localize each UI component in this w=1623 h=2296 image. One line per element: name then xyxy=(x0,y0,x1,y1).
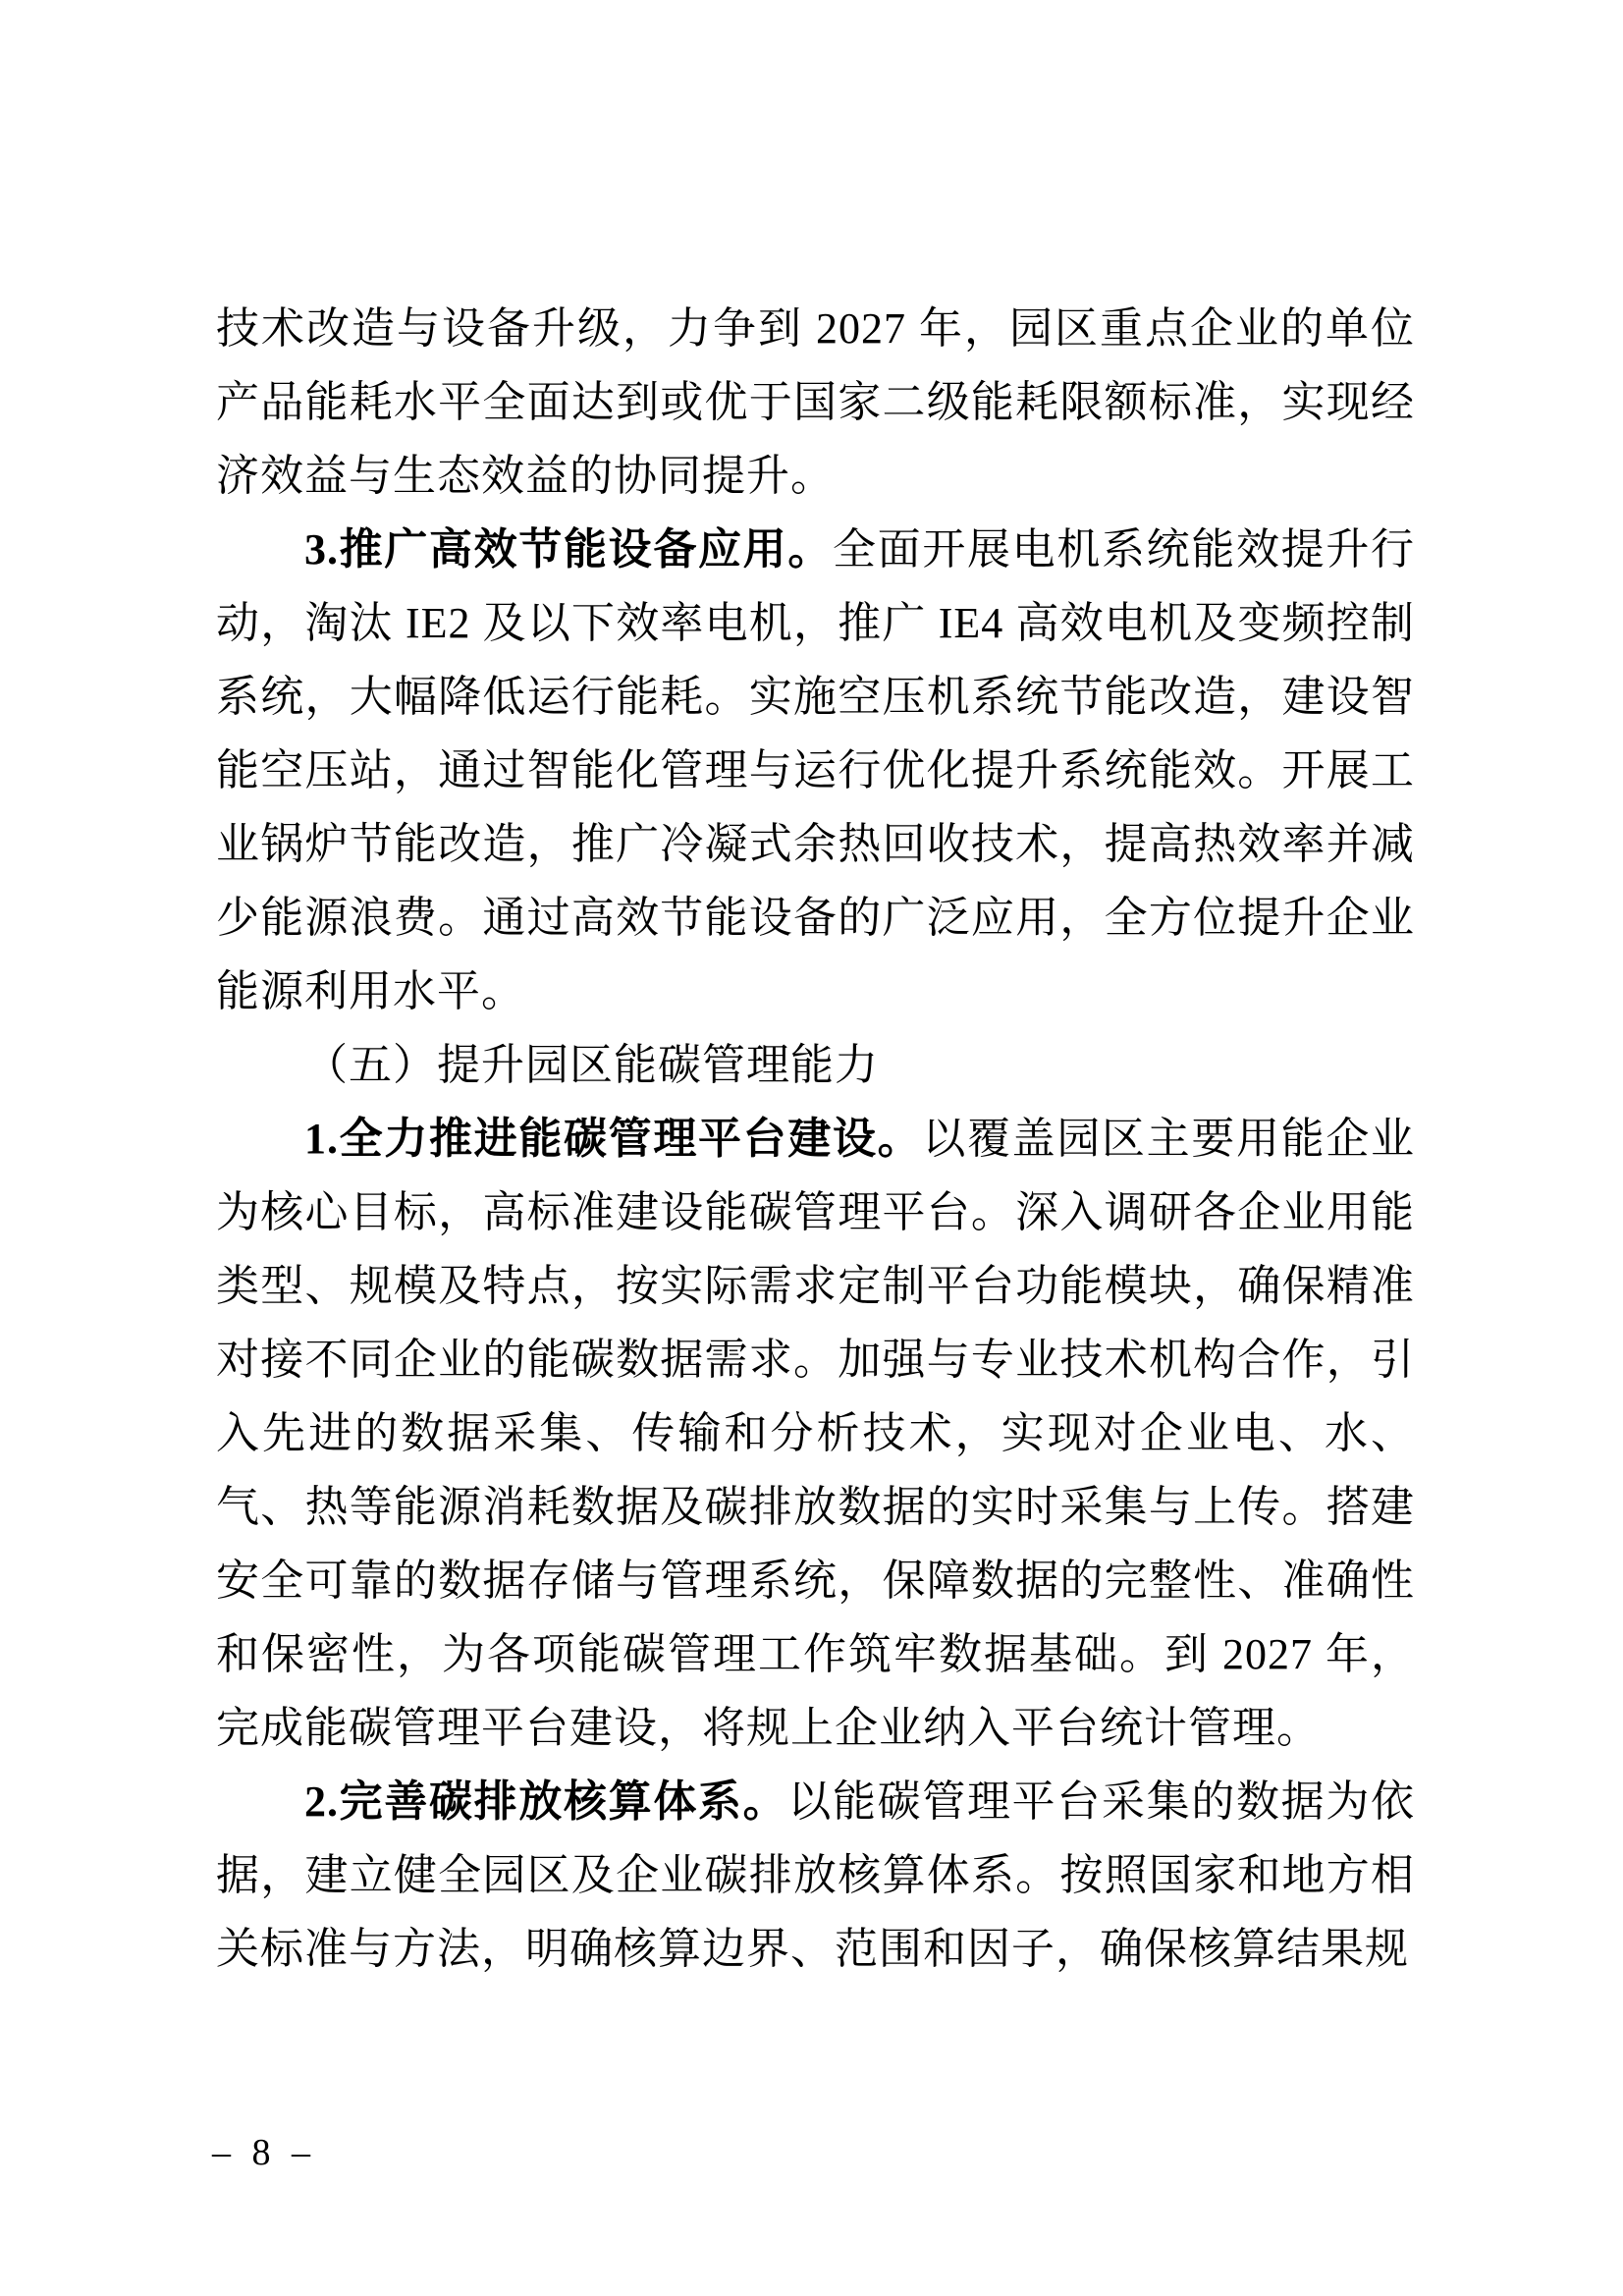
paragraph-text: 以能碳管理平台采集的数据为依据，建立健全园区及企业碳排放核算体系。按照国家和地方相关标准与方法，明确核算边界、范围和因子，确保核算结果规 xyxy=(216,1777,1416,1973)
paragraph-item-3 xyxy=(216,513,1415,1028)
paragraph-text: 技术改造与设备升级，力争到 2027 年，园区重点企业的单位产品能耗水平全面达到或优于国家二级能耗限额标准，实现经济效益与生态效益的协同提升。 xyxy=(216,304,1415,500)
page-number: – 8 – xyxy=(212,2132,316,2173)
section-heading-text: （五）提升园区能碳管理能力 xyxy=(304,1041,879,1089)
paragraph-continuation xyxy=(216,292,1415,513)
paragraph-item-1 xyxy=(216,1102,1415,1765)
paragraph-item-2 xyxy=(216,1765,1415,1986)
paragraph-lead-bold: 2.完善碳排放核算体系。 xyxy=(304,1777,788,1826)
paragraph-text: 全面开展电机系统能效提升行动，淘汰 IE2 及以下效率电机，推广 IE4 高效电机及变频控制系统，大幅降低运行能耗。实施空压机系统节能改造，建设智能空压站，通过智能化管理与运行优化提升系统能效。开展工业锅炉节能改造，推广冷凝式余热回收技术，提高热效率并减少能源浪费。通过高效节能设备的广泛应用，全方位提升企业能源利用水平。 xyxy=(216,525,1415,1015)
text-block xyxy=(216,292,1415,1986)
paragraph-text: 以覆盖园区主要用能企业为核心目标，高标准建设能碳管理平台。深入调研各企业用能类型、规模及特点，按实际需求定制平台功能模块，确保精准对接不同企业的能碳数据需求。加强与专业技术机构合作，引入先进的数据采集、传输和分析技术，实现对企业电、水、气、热等能源消耗数据及碳排放数据的实时采集与上传。搭建安全可靠的数据存储与管理系统，保障数据的完整性、准确性和保密性，为各项能碳管理工作筑牢数据基础。到 2027 年，完成能碳管理平台建设，将规上企业纳入平台统计管理。 xyxy=(216,1115,1416,1752)
section-heading-5 xyxy=(216,1028,1415,1102)
paragraph-lead-bold: 3.推广高效节能设备应用。 xyxy=(304,525,833,574)
paragraph-lead-bold: 1.全力推进能碳管理平台建设。 xyxy=(304,1115,923,1163)
